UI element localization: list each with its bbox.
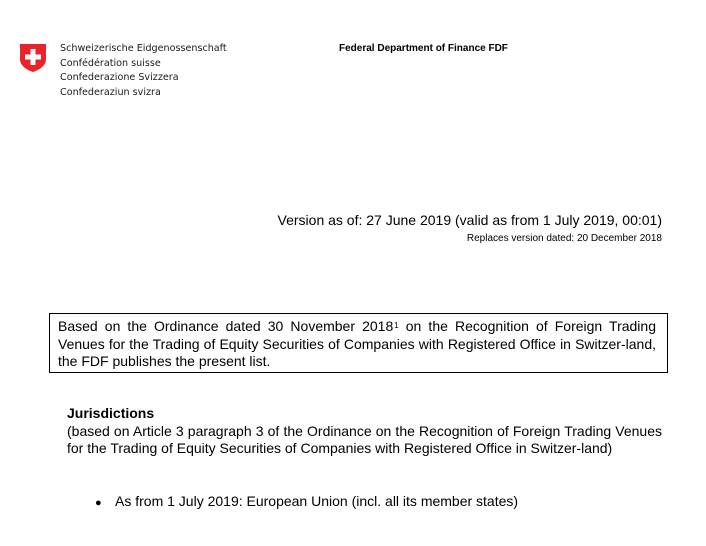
replaces-line: Replaces version dated: 20 December 2018	[466, 233, 662, 244]
federal-name-fr: Confédération suisse	[60, 57, 161, 69]
list-item-text: As from 1 July 2019: European Union (incl. all its member states)	[115, 493, 519, 509]
notice-box	[49, 313, 668, 373]
federal-name-rm: Confederaziun svizra	[60, 86, 161, 98]
bullet-icon: ●	[95, 497, 102, 509]
federal-names	[60, 42, 227, 100]
jurisdictions-section	[67, 405, 662, 458]
list-item	[95, 492, 518, 512]
federal-name-de: Schweizerische Eidgenossenschaft	[60, 43, 227, 54]
federal-name-it: Confederazione Svizzera	[60, 72, 179, 84]
notice-text-end: on the Recognition of Foreign Trading Venues for the Trading of Equity Securities of Companies with Registered Office in Switzer-land, the FDF publishes the present list.	[58, 318, 656, 370]
section-subtitle: (based on Article 3 paragraph 3 of the Ordinance on the Recognition of Foreign Trading Venues for the Trading of Equity Securities of Companies with Registered Office in Switzer-land)	[67, 422, 662, 457]
section-title: Jurisdictions	[67, 405, 155, 421]
version-line: Version as of: 27 June 2019 (valid as from 1 July 2019, 00:01)	[277, 212, 662, 228]
jurisdictions-list	[95, 492, 518, 512]
department-name: Federal Department of Finance FDF	[339, 43, 508, 54]
notice-text-start: Based on the Ordinance dated 30 November 2018	[58, 318, 394, 334]
footnote-reference: 1	[394, 321, 399, 330]
swiss-cross-icon	[18, 43, 48, 73]
